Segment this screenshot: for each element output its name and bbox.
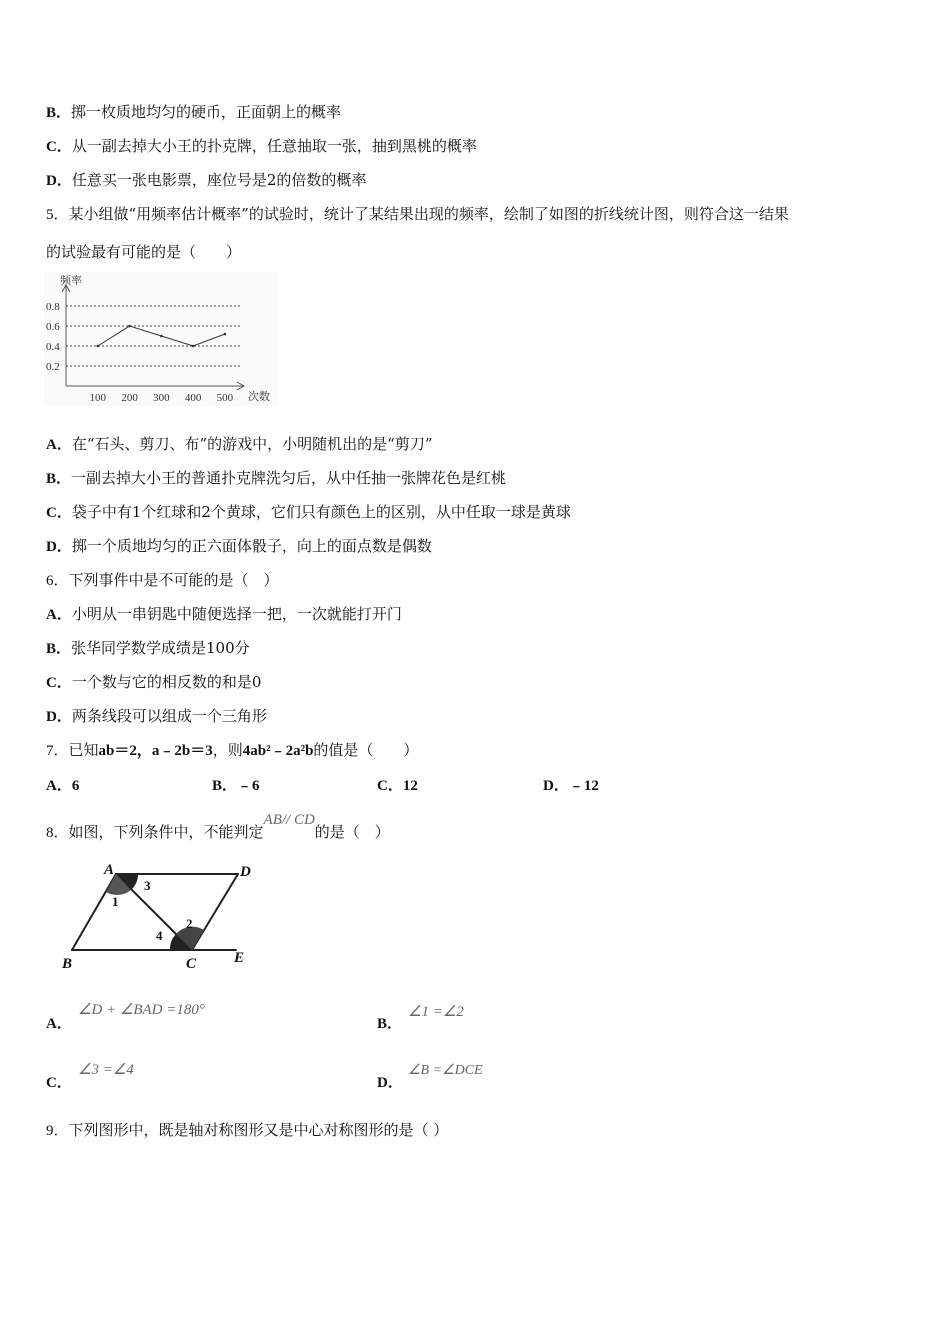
question-text: 已知: [68, 741, 99, 759]
option-letter: C．: [46, 675, 72, 691]
q6-option-c: [46, 672, 261, 693]
option-text: 从一副去掉大小王的扑克牌，任意抽取一张，抽到黑桃的概率: [71, 137, 477, 155]
label-b: B: [62, 956, 73, 972]
chart-ytick-label: 0.2: [46, 361, 60, 373]
option-text: ﹣6: [237, 778, 260, 794]
option-letter: B．: [46, 105, 72, 121]
chart-xtick-label: 400: [184, 392, 202, 404]
label-d: D: [240, 864, 251, 880]
option-letter: A．: [46, 1016, 72, 1032]
q8-option-d-math: ∠B =∠DCE: [408, 1063, 483, 1078]
q4-option-b: [46, 102, 341, 123]
chart-data-point: [224, 333, 227, 336]
q8-option-b-math: ∠1 =∠2: [408, 1004, 464, 1020]
option-letter: B．: [212, 778, 238, 794]
q5-stem-line1: [46, 204, 789, 225]
q8-option-b: [377, 1013, 402, 1034]
q6-option-b: [46, 638, 250, 659]
question-number: 5．: [46, 207, 69, 223]
option-letter: C．: [46, 505, 72, 521]
option-letter: A．: [46, 437, 72, 453]
question-text: 如图，下列条件中，不能判定: [68, 823, 264, 841]
target-expression: 4ab²﹣2a²b: [242, 743, 314, 759]
question-number: 9．: [46, 1123, 69, 1139]
option-text: 张华同学数学成绩是100分: [71, 639, 250, 657]
question-number: 8．: [46, 825, 69, 841]
option-letter: D．: [46, 173, 72, 189]
chart-ytick-label: 0.6: [46, 321, 60, 333]
option-text: 在“石头、剪刀、布”的游戏中，小明随机出的是“剪刀”: [71, 435, 433, 453]
q9-stem: [46, 1120, 448, 1141]
q7-option-a: [46, 775, 79, 796]
q5-option-c: [46, 502, 571, 523]
q8-option-d: [377, 1072, 403, 1093]
option-text: 小明从一串钥匙中随便选择一把，一次就能打开门: [71, 605, 402, 623]
option-letter: D．: [543, 778, 569, 794]
option-text: 两条线段可以组成一个三角形: [71, 707, 267, 725]
option-letter: A．: [46, 607, 72, 623]
option-text: ﹣12: [568, 778, 599, 794]
question-number: 6．: [46, 573, 69, 589]
q7-option-c: [377, 775, 418, 796]
question-text: 某小组做“用频率估计概率”的试验时，统计了某结果出现的频率，绘制了如图的折线统计图，则符合这一结果: [68, 205, 789, 223]
frequency-line-chart: [44, 272, 278, 406]
option-text: 掷一个质地均匀的正六面体骰子，向上的面点数是偶数: [71, 537, 432, 555]
q8-option-a: [46, 1013, 72, 1034]
option-text: 一个数与它的相反数的和是0: [71, 673, 262, 691]
q7-stem: [46, 740, 418, 761]
label-a: A: [104, 862, 115, 878]
q5-stem-line2: [46, 242, 241, 262]
q4-option-c: [46, 136, 477, 157]
condition-expression: ab＝2，a﹣2b＝3: [98, 743, 213, 759]
option-text: 12: [402, 778, 418, 794]
option-text-tail: 的倍数的概率: [276, 171, 367, 189]
q6-option-d: [46, 706, 267, 727]
chart-ylabel: 频率: [60, 275, 82, 287]
q8-stem: [46, 812, 390, 843]
question-text: 的试验最有可能的是（ ）: [46, 243, 242, 261]
q8-option-c-math: ∠3 =∠4: [78, 1062, 134, 1078]
option-letter: B．: [377, 1016, 403, 1032]
chart-xtick-label: 500: [216, 392, 234, 404]
option-letter: C．: [46, 1075, 72, 1091]
question-text: 下列图形中，既是轴对称图形又是中心对称图形的是（ ）: [68, 1121, 449, 1139]
question-text: ，则: [212, 741, 243, 759]
q5-option-a: [46, 434, 433, 455]
q5-option-b: [46, 468, 506, 489]
label-c: C: [186, 956, 197, 972]
chart-xtick-label: 300: [153, 392, 170, 404]
option-letter: D．: [377, 1075, 403, 1091]
chart-xtick-label: 200: [121, 392, 138, 404]
option-text: 一副去掉大小王的普通扑克牌洗匀后，从中任抽一张牌花色是红桃: [71, 469, 507, 487]
option-letter: D．: [46, 709, 72, 725]
question-text: 下列事件中是不可能的是（ ）: [68, 571, 279, 589]
option-letter: B．: [46, 471, 72, 487]
question-text: 的值是（ ）: [313, 741, 419, 759]
q5-option-d: [46, 536, 432, 557]
q7-option-d: [543, 775, 599, 796]
q7-option-b: [212, 775, 260, 796]
parallelogram-figure: [58, 858, 258, 974]
label-e: E: [234, 950, 245, 966]
chart-ytick-label: 0.8: [46, 301, 60, 313]
chart-data-point: [96, 345, 99, 348]
question-text: 的是（ ）: [314, 823, 390, 841]
parallel-condition: AB// CD: [263, 812, 315, 828]
label-angle-2: 2: [186, 916, 193, 931]
chart-ytick-label: 0.4: [46, 341, 60, 353]
chart-xtick-label: 100: [89, 392, 107, 404]
chart-xlabel: 次数: [248, 391, 270, 403]
q8-option-a-math: ∠D + ∠BAD =180°: [78, 1002, 205, 1018]
q6-option-a: [46, 604, 402, 625]
option-letter: C．: [46, 139, 72, 155]
option-text: 任意买一张电影票，座位号是: [71, 171, 267, 189]
option-text: 6: [71, 778, 80, 794]
option-letter: D．: [46, 539, 72, 555]
option-letter: A．: [46, 778, 72, 794]
option-letter: B．: [46, 641, 72, 657]
label-angle-4: 4: [156, 928, 163, 943]
label-angle-3: 3: [144, 878, 151, 893]
chart-data-point: [160, 335, 163, 338]
q4-option-d: [46, 170, 366, 191]
q6-stem: [46, 570, 279, 591]
option-text: 掷一枚质地均匀的硬币，正面朝上的概率: [71, 103, 342, 121]
label-angle-1: 1: [112, 894, 119, 909]
segment-ab: [72, 874, 116, 950]
segment-dc: [192, 874, 238, 950]
chart-data-point: [128, 325, 131, 328]
q8-option-c: [46, 1072, 72, 1093]
chart-data-point: [192, 345, 195, 348]
option-letter: C．: [377, 778, 403, 794]
option-text: 袋子中有1个红球和2个黄球，它们只有颜色上的区别，从中任取一球是黄球: [71, 503, 571, 521]
option-number: 2: [266, 171, 277, 189]
question-number: 7．: [46, 743, 69, 759]
